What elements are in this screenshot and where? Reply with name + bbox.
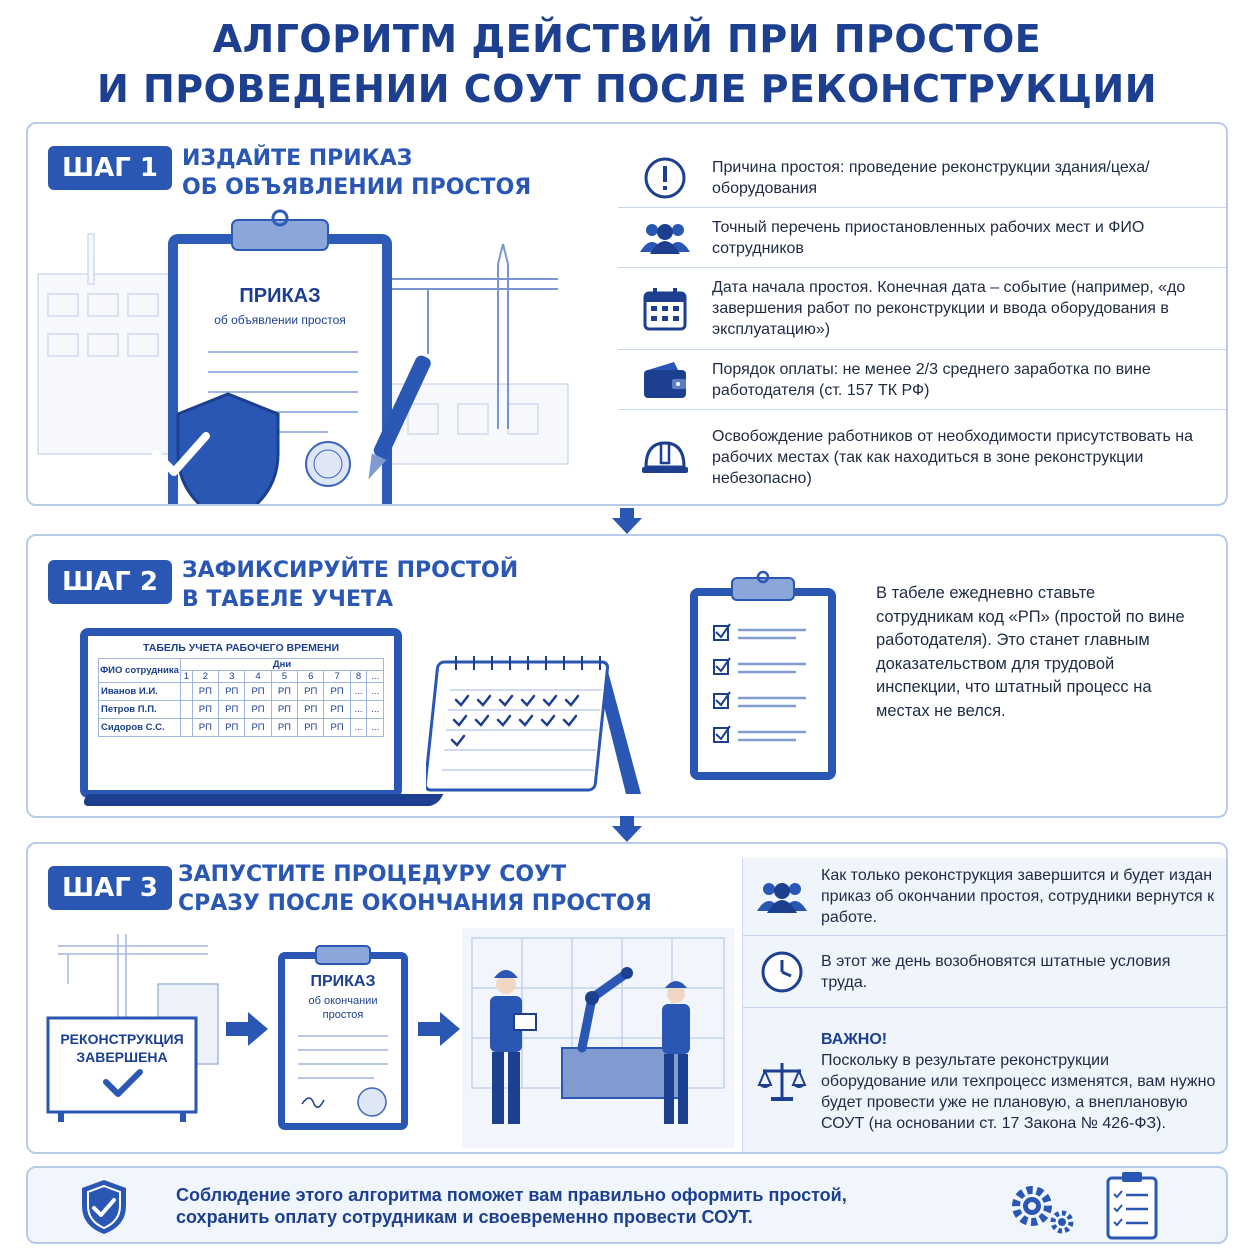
- important-block: [821, 1029, 1228, 1134]
- table-cell: РП: [271, 719, 297, 737]
- reconstruction-illustration: [38, 924, 238, 1124]
- info-text-workplaces: Точный перечень приостановленных рабочих мест и ФИО сотрудников: [712, 218, 1145, 257]
- table-cell: РП: [324, 683, 350, 701]
- timesheet-table: [98, 658, 384, 737]
- step-1-doc-subtitle: об объявлении простоя: [214, 313, 346, 327]
- page-title: [0, 14, 1254, 114]
- info-text-reason: Причина простоя: проведение реконструкции здания/цеха/оборудования: [712, 158, 1150, 197]
- step-1-title-line-1: ИЗДАЙТЕ ПРИКАЗ: [182, 146, 413, 171]
- employee-name: Петров П.П.: [99, 701, 181, 719]
- arrow-down-icon: [612, 508, 642, 534]
- table-cell: РП: [298, 701, 324, 719]
- table-cell: РП: [245, 683, 271, 701]
- timesheet-col-days: Дни: [181, 659, 384, 671]
- order-end-document: [274, 944, 414, 1134]
- table-cell: РП: [298, 683, 324, 701]
- table-cell: ...: [367, 701, 384, 719]
- info-row-conditions: [743, 936, 1228, 1008]
- arrow-down-icon: [612, 816, 642, 842]
- table-row: [99, 719, 384, 737]
- info-text-payment: Порядок оплаты: не менее 2/3 среднего заработка по вине работодателя (ст. 157 ТК РФ): [712, 360, 1151, 399]
- table-cell: РП: [324, 719, 350, 737]
- scales-icon: [743, 1059, 821, 1103]
- step-2-title: [182, 556, 518, 614]
- footer-text: [176, 1184, 847, 1228]
- users-icon: [743, 879, 821, 915]
- step-1-doc-title: ПРИКАЗ: [239, 285, 321, 307]
- step-3-title-line-1: ЗАПУСТИТЕ ПРОЦЕДУРУ СОУТ: [178, 862, 567, 887]
- table-cell: РП: [324, 701, 350, 719]
- workshop-illustration: [462, 928, 734, 1148]
- table-cell: РП: [245, 701, 271, 719]
- step-1-badge: ШАГ 1: [48, 146, 172, 190]
- info-row-dates: [618, 268, 1228, 350]
- table-cell: РП: [271, 683, 297, 701]
- calendar-illustration: [426, 644, 646, 804]
- footer-line-2: сохранить оплату сотрудникам и своевременно провести СОУТ.: [176, 1207, 753, 1227]
- day-header: 6: [298, 671, 324, 683]
- info-text-release: Освобождение работников от необходимости присутствовать на рабочих местах (так как находиться в зоне реконструкции небезопасно): [712, 427, 1193, 487]
- day-header: ...: [367, 671, 384, 683]
- step-1-title-line-2: ОБ ОБЪЯВЛЕНИИ ПРОСТОЯ: [182, 175, 532, 200]
- table-cell: ...: [350, 683, 367, 701]
- info-row-payment: [618, 350, 1228, 410]
- timesheet-title: ТАБЕЛЬ УЧЕТА РАБОЧЕГО ВРЕМЕНИ: [142, 642, 339, 654]
- day-header: 3: [219, 671, 245, 683]
- table-cell: РП: [192, 701, 218, 719]
- step-2-title-line-1: ЗАФИКСИРУЙТЕ ПРОСТОЙ: [182, 558, 519, 583]
- table-cell: РП: [192, 719, 218, 737]
- table-cell: РП: [298, 719, 324, 737]
- table-cell: РП: [219, 701, 245, 719]
- step-1-illustration: [28, 204, 608, 504]
- step-3-badge: ШАГ 3: [48, 866, 172, 910]
- checklist-icon: [1102, 1168, 1162, 1242]
- users-icon: [618, 220, 712, 256]
- laptop-base: [81, 794, 444, 806]
- info-row-workplaces: [618, 208, 1228, 268]
- employee-name: Иванов И.И.: [99, 683, 181, 701]
- table-cell: ...: [350, 719, 367, 737]
- arrow-right-icon: [418, 1012, 462, 1046]
- title-line-2: И ПРОВЕДЕНИИ СОУТ ПОСЛЕ РЕКОНСТРУКЦИИ: [96, 67, 1158, 111]
- info-text-conditions: В этот же день возобновятся штатные условия труда.: [821, 952, 1171, 991]
- step-2-card: [26, 534, 1228, 818]
- step-3-doc-title: ПРИКАЗ: [310, 973, 376, 990]
- step-3-card: [26, 842, 1228, 1154]
- exclamation-icon: [618, 156, 712, 200]
- timesheet-col-name: ФИО сотрудника: [99, 659, 181, 683]
- table-cell: ...: [367, 719, 384, 737]
- table-cell: ...: [350, 701, 367, 719]
- sign-line-1: РЕКОНСТРУКЦИЯ: [60, 1031, 184, 1047]
- info-text-dates: Дата начала простоя. Конечная дата – событие (например, «до завершения работ по реконструкции и ввода оборудования в эксплуатацию»): [712, 279, 1186, 338]
- step-3-doc-subtitle-1: об окончании: [308, 995, 378, 1007]
- day-header: 5: [271, 671, 297, 683]
- day-header: 8: [350, 671, 367, 683]
- day-header: 1: [181, 671, 193, 683]
- gears-icon: [1002, 1178, 1078, 1236]
- table-cell: РП: [219, 719, 245, 737]
- important-heading: ВАЖНО!: [821, 1030, 888, 1048]
- important-text: Поскольку в результате реконструкции оборудование или техпроцесс изменятся, вам нужно будет провести уже не плановую, а внеплановую СОУТ (на основании ст. 17 Закона № 426-ФЗ).: [821, 1051, 1216, 1132]
- table-cell: РП: [219, 683, 245, 701]
- employee-name: Сидоров С.С.: [99, 719, 181, 737]
- step-3-title: [178, 860, 652, 918]
- info-row-release: [618, 410, 1228, 504]
- timesheet: [88, 636, 394, 790]
- day-header: 4: [245, 671, 271, 683]
- step-1-info-list: [618, 148, 1228, 504]
- calendar-icon: [618, 287, 712, 331]
- info-text-return: Как только реконструкция завершится и будет издан приказ об окончании простоя, сотрудники вернутся к работе.: [821, 867, 1215, 926]
- step-3-info-panel: [742, 858, 1228, 1154]
- shield-check-icon: [78, 1178, 130, 1236]
- day-header: 2: [192, 671, 218, 683]
- table-cell: РП: [192, 683, 218, 701]
- table-cell: ...: [367, 683, 384, 701]
- wallet-icon: [618, 360, 712, 400]
- title-line-1: АЛГОРИТМ ДЕЙСТВИЙ ПРИ ПРОСТОЕ: [212, 17, 1042, 61]
- sign-line-2: ЗАВЕРШЕНА: [76, 1049, 168, 1065]
- step-2-title-line-2: В ТАБЕЛЕ УЧЕТА: [182, 587, 394, 612]
- step-1-title: [182, 144, 531, 202]
- table-row: [99, 683, 384, 701]
- step-1-card: [26, 122, 1228, 506]
- day-header: 7: [324, 671, 350, 683]
- table-cell: РП: [271, 701, 297, 719]
- clock-icon: [743, 950, 821, 994]
- info-row-reason: [618, 148, 1228, 208]
- footer-line-1: Соблюдение этого алгоритма поможет вам правильно оформить простой,: [176, 1185, 847, 1205]
- footer-card: [26, 1166, 1228, 1244]
- info-row-important: [743, 1008, 1228, 1154]
- step-3-doc-subtitle-2: простоя: [322, 1009, 364, 1021]
- table-row: [99, 701, 384, 719]
- arrow-right-icon: [226, 1012, 270, 1046]
- info-row-return: [743, 858, 1228, 936]
- step-3-title-line-2: СРАЗУ ПОСЛЕ ОКОНЧАНИЯ ПРОСТОЯ: [178, 891, 652, 916]
- step-2-badge: ШАГ 2: [48, 560, 172, 604]
- checklist-clipboard: [686, 568, 846, 788]
- laptop-screen: [80, 628, 402, 798]
- step-2-text: В табеле ежедневно ставьте сотрудникам код «РП» (простой по вине работодателя). Это станет главным доказательством для трудовой инспекции, что штатный процесс на местах не велся.: [876, 584, 1185, 720]
- hardhat-icon: [618, 437, 712, 477]
- table-cell: РП: [245, 719, 271, 737]
